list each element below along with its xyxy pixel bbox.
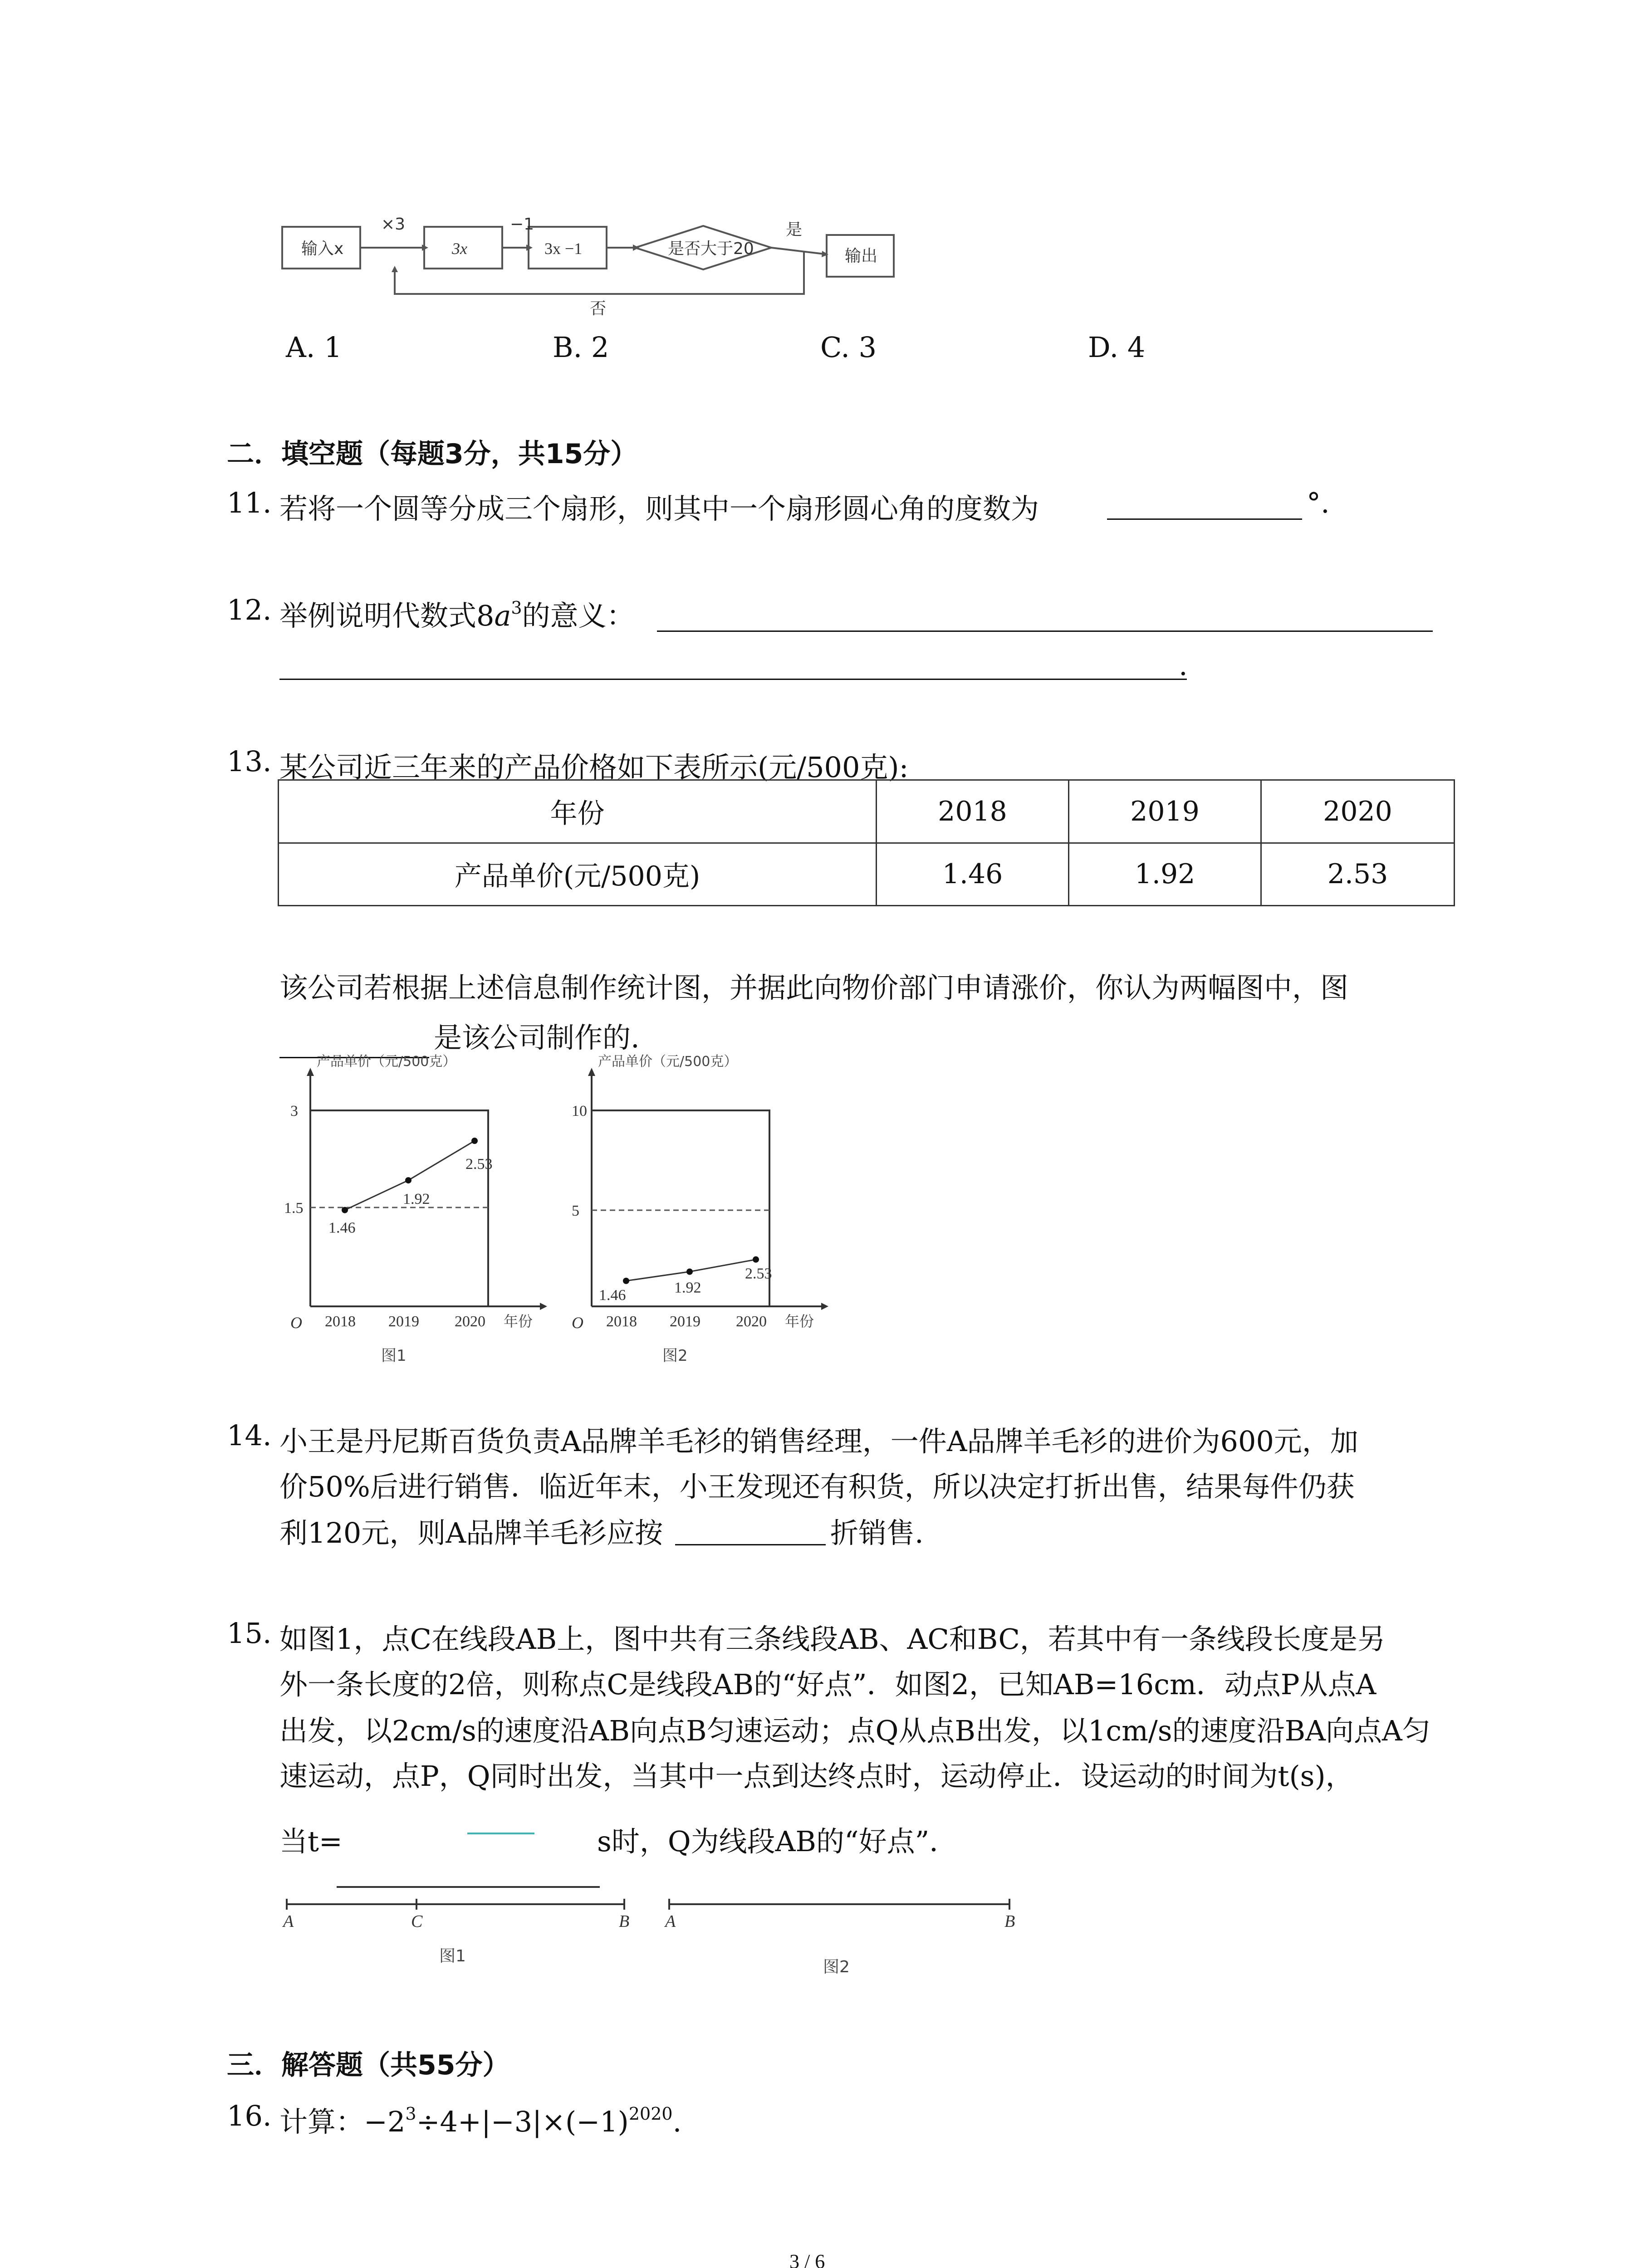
y-tick-label: 3 [290, 1103, 298, 1119]
flow-input-label: 输入x [301, 240, 344, 258]
x-tick-label: 2019 [388, 1313, 419, 1330]
flowchart [272, 209, 930, 336]
fig1-caption: 图1 [439, 1947, 466, 1965]
x-axis-label: 年份 [785, 1313, 814, 1330]
chart-figure-1 [272, 1052, 563, 1370]
q15-number: 15. [227, 1617, 272, 1650]
data-label: 2.53 [745, 1265, 772, 1282]
table-cell: 产品单价(元/500克) [279, 843, 877, 906]
y-axis-arrow [588, 1068, 595, 1076]
data-label: 1.92 [403, 1191, 430, 1208]
x-axis-label: 年份 [504, 1313, 533, 1330]
data-point [753, 1256, 759, 1263]
fig2-label-b: B [1004, 1912, 1015, 1931]
y-tick-label: 1.5 [284, 1200, 304, 1217]
data-point [405, 1177, 411, 1183]
q12-var: a [494, 599, 511, 632]
flow-yes-label: 是 [786, 220, 803, 239]
q16-exp2: 2020 [628, 2104, 673, 2124]
chart-figure-2 [554, 1052, 844, 1370]
table-header-cell: 2019 [1069, 780, 1261, 843]
q12-text [279, 593, 635, 634]
q12-text-post: 的意义： [522, 599, 635, 632]
data-point [686, 1269, 693, 1275]
flow-no-label: 否 [590, 299, 607, 318]
flow-box2-label: 3x −1 [544, 240, 583, 258]
flow-decision-label: 是否大于20 [668, 240, 754, 258]
flow-op2: −1 [510, 215, 534, 234]
data-label: 1.46 [599, 1286, 626, 1304]
data-label: 1.92 [674, 1279, 701, 1296]
q12-number: 12. [227, 593, 272, 626]
chart-frame [310, 1110, 488, 1306]
q12-text-pre: 举例说明代数式8 [279, 599, 495, 632]
q15-answer-blank [467, 1833, 534, 1834]
option-d: D. 4 [1088, 331, 1146, 364]
flow-box1-label: 3x [452, 240, 467, 258]
q12-exp: 3 [511, 598, 522, 618]
fig1-label-c: C [411, 1912, 423, 1931]
table-header-cell: 年份 [279, 780, 877, 843]
section3-title: 三．解答题（共55分） [227, 2049, 510, 2081]
table-header-cell: 2020 [1261, 780, 1455, 843]
table-header-cell: 2018 [877, 780, 1069, 843]
section2-title: 二．填空题（每题3分，共15分） [227, 438, 638, 470]
table-row [279, 843, 1455, 906]
origin-label: O [572, 1314, 583, 1332]
chart-caption: 图1 [381, 1347, 407, 1365]
fig1-label-b: B [619, 1912, 630, 1931]
q12-answer-blank-1 [657, 631, 1433, 632]
q13-number: 13. [227, 745, 272, 778]
x-tick-label: 2020 [736, 1313, 767, 1330]
q16-text-pre: 计算：−2 [279, 2105, 406, 2138]
q12-answer-blank-2 [279, 679, 1187, 680]
flow-output-label: 输出 [845, 247, 878, 265]
fig2-caption: 图2 [823, 1958, 850, 1976]
q16-exp1: 3 [405, 2104, 416, 2124]
table-header-row [279, 780, 1455, 843]
price-table [278, 779, 1455, 906]
q13-paragraph-line2: 是该公司制作的. [434, 1021, 640, 1054]
chart-caption: 图2 [662, 1347, 688, 1365]
chart-frame [592, 1110, 769, 1306]
q15-line4: 速运动，点P，Q同时出发，当其中一点到达终点时，运动停止．设运动的时间为t(s)， [279, 1760, 1354, 1793]
q13-text: 某公司近三年来的产品价格如下表所示(元/500克): [279, 751, 909, 784]
q15-line5-pre: 当t= [279, 1825, 343, 1858]
flow-op1: ×3 [381, 215, 406, 234]
q14-line1: 小王是丹尼斯百货负责A品牌羊毛衫的销售经理，一件A品牌羊毛衫的进价为600元，加 [279, 1425, 1358, 1458]
q12-tail: . [1179, 649, 1188, 682]
fig1-label-a: A [283, 1912, 294, 1931]
q13-paragraph-line1: 该公司若根据上述信息制作统计图，并据此向物价部门申请涨价，你认为两幅图中，图 [279, 971, 1349, 1004]
x-tick-label: 2020 [455, 1313, 485, 1330]
q16-expression [279, 2099, 681, 2140]
q14-line3-post: 折销售. [830, 1516, 924, 1549]
q15-line1: 如图1，点C在线段AB上，图中共有三条线段AB、AC和BC，若其中有一条线段长度是另 [279, 1623, 1386, 1656]
y-tick-label: 10 [572, 1103, 587, 1119]
option-a: A. 1 [286, 331, 342, 364]
q14-line3-pre: 利120元，则A品牌羊毛衫应按 [279, 1516, 663, 1549]
x-axis-arrow [821, 1303, 828, 1310]
q11-text: 若将一个圆等分成三个扇形，则其中一个扇形圆心角的度数为 [279, 492, 1039, 525]
q16-text-mid: ÷4+|−3|×(−1) [416, 2105, 629, 2138]
y-axis-label: 产品单价（元/500克） [317, 1054, 456, 1070]
option-b: B. 2 [553, 331, 609, 364]
table-cell: 1.46 [877, 843, 1069, 906]
option-c: C. 3 [820, 331, 877, 364]
table-cell: 1.92 [1069, 843, 1261, 906]
data-label: 2.53 [465, 1156, 493, 1173]
q14-answer-blank [675, 1544, 826, 1545]
q16-number: 16. [227, 2099, 272, 2132]
q11-answer-blank [1107, 518, 1302, 520]
x-tick-label: 2019 [670, 1313, 700, 1330]
origin-label: O [290, 1314, 302, 1332]
data-point [342, 1207, 348, 1213]
y-axis-arrow [307, 1068, 314, 1076]
x-tick-label: 2018 [325, 1313, 356, 1330]
table-cell: 2.53 [1261, 843, 1455, 906]
q11-tail: °. [1307, 486, 1330, 519]
q14-line2: 价50%后进行销售．临近年末，小王发现还有积货，所以决定打折出售，结果每件仍获 [279, 1470, 1355, 1503]
q11-number: 11. [227, 486, 272, 519]
x-tick-label: 2018 [606, 1313, 637, 1330]
q15-line3: 出发，以2cm/s的速度沿AB向点B匀速运动；点Q从点B出发，以1cm/s的速度沿BA向点A匀 [279, 1714, 1430, 1747]
y-axis-label: 产品单价（元/500克） [598, 1054, 738, 1070]
data-label: 1.46 [328, 1219, 356, 1237]
q14-number: 14. [227, 1419, 272, 1452]
q15-line2: 外一条长度的2倍，则称点C是线段AB的“好点”．如图2，已知AB=16cm．动点P从点A [279, 1668, 1376, 1701]
page-number: 3 / 6 [789, 2250, 825, 2268]
data-point [471, 1138, 478, 1144]
data-point [623, 1278, 629, 1284]
q16-text-post: . [672, 2105, 682, 2138]
q15-line5-post: s时，Q为线段AB的“好点”． [597, 1825, 958, 1858]
segment-figures [272, 1873, 1053, 1982]
fig2-label-a: A [665, 1912, 676, 1931]
y-tick-label: 5 [572, 1202, 579, 1219]
x-axis-arrow [540, 1303, 547, 1310]
